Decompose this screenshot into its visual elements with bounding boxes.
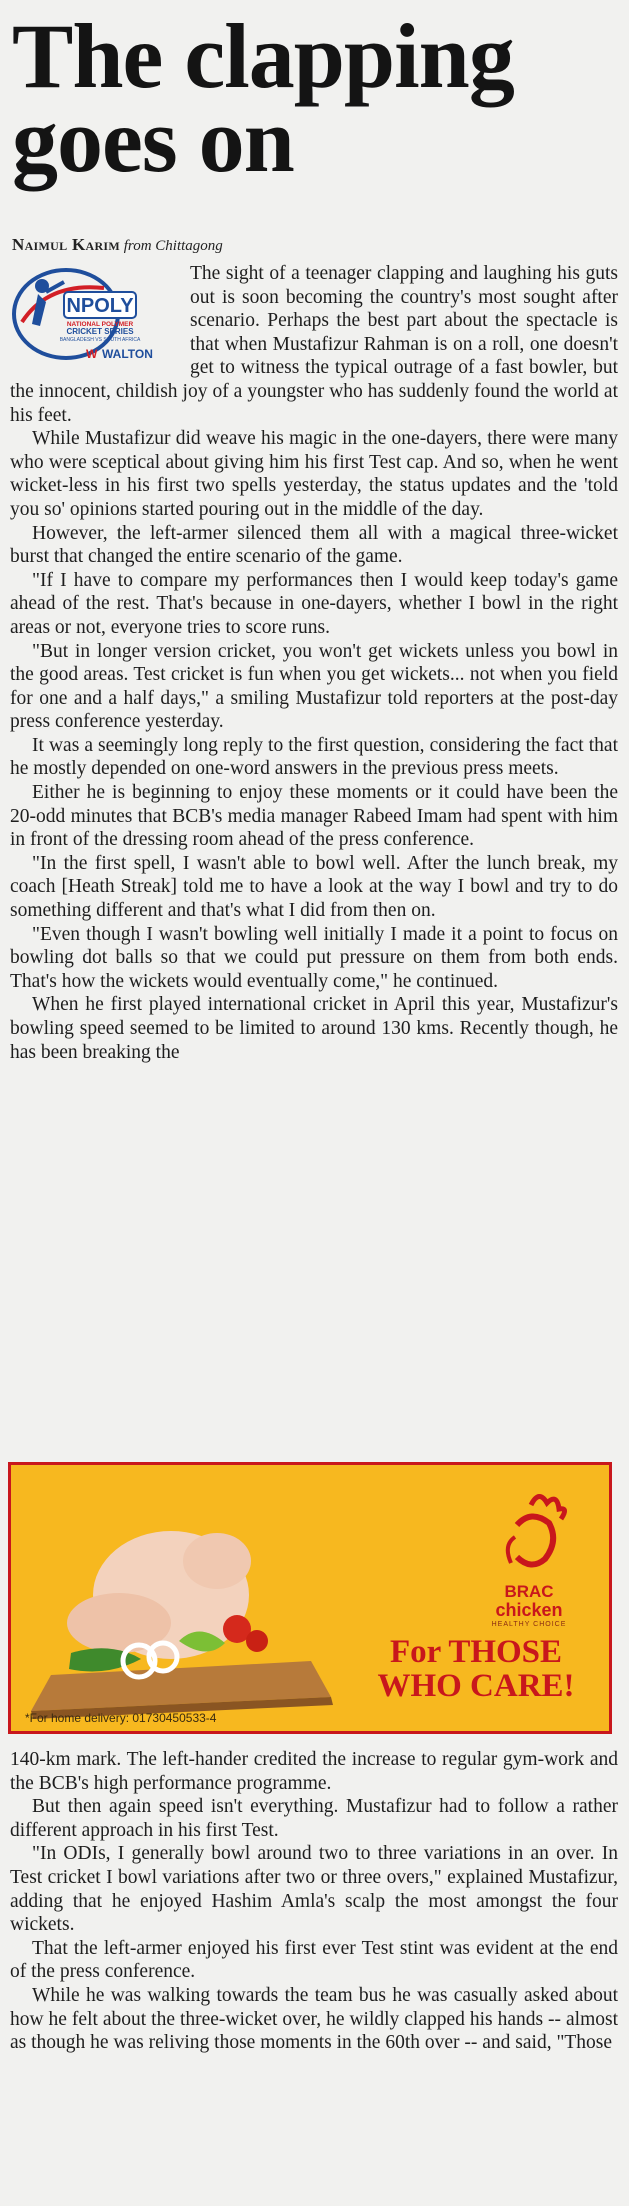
paragraph: But then again speed isn't everything. Mustafizur had to follow a rather different approach in his first Test.	[10, 1796, 618, 1841]
paragraph: However, the left-armer silenced them all with a magical three-wicket burst that changed the entire scenario of the game.	[10, 522, 618, 568]
ad-tagline-line1: For THOSE	[389, 1634, 563, 1670]
rooster-logo-icon	[487, 1485, 577, 1585]
byline-author: Naimul Karim	[12, 235, 121, 254]
paragraph: "In the first spell, I wasn't able to bowl well. After the lunch break, my coach [Heath Streak] told me to have a look at the way I bowl and try to do something different and that's what I did from then on.	[10, 852, 618, 922]
logo-brand: NPOLY	[66, 295, 134, 317]
ad-brand	[469, 1583, 589, 1628]
paragraph: "In ODIs, I generally bowl around two to three variations in an over. In Test cricket I bowl variations after two or three overs," explained Mustafizur, adding that he enjoyed Hashim Amla's scalp the most amongst the four wickets.	[10, 1843, 618, 1936]
paragraph: The sight of a teenager clapping and laughing his guts out is soon becoming the country's most sought after scenario. Perhaps the best part about the spectacle is that when Mustafizur Rahman is on a roll, one doesn't get to witness the typical outrage of a fast bowler, but the innocent, childish joy of a youngster who has suddenly found the world at his feet.	[10, 263, 618, 426]
ad-brand-product: chicken	[495, 1600, 563, 1620]
article-body-top	[10, 262, 618, 1064]
svg-text:W: W	[86, 347, 98, 361]
paragraph: While he was walking towards the team bus he was casually asked about how he felt about the three-wicket over, he wildly clapped his hands -- almost as though he was reliving those moments in the 60th over -- and said, "Those	[10, 1984, 618, 2054]
logo-line1: NATIONAL POLYMER	[66, 321, 134, 328]
ad-brand-slogan: HEALTHY CHOICE	[491, 1621, 567, 1628]
paragraph: "If I have to compare my performances then I would keep today's game ahead of the rest. That's because in one-dayers, whether I bowl in the right areas or not, everyone tries to score runs.	[10, 569, 618, 638]
ad-tagline-line2: WHO CARE!	[377, 1668, 575, 1704]
article-headline: The clapping goes on	[12, 5, 514, 191]
paragraph: "But in longer version cricket, you won't get wickets unless you bowl in the good areas. Test cricket is fun when you get wickets... not when you field for one and a half days," a smiling Mustafizur told reporters at the post-day press conference yesterday.	[10, 640, 618, 733]
article-body-bottom	[10, 1748, 618, 2055]
byline	[12, 235, 617, 255]
ad-brand-name: BRAC	[504, 1582, 554, 1601]
paragraph: That the left-armer enjoyed his first ever Test stint was evident at the end of the press conference.	[10, 1937, 618, 1983]
paragraph: When he first played international cricket in April this year, Mustafizur's bowling speed seemed to be limited to around 130 kms. Recently though, he has been breaking the	[10, 994, 618, 1063]
logo-line2: CRICKET SERIES	[66, 327, 134, 336]
ad-tagline	[351, 1635, 601, 1703]
paragraph: Either he is beginning to enjoy these moments or it could have been the 20-odd minutes that BCB's media manager Rabeed Imam had spent with him in front of the dressing room ahead of the press conference.	[10, 782, 618, 851]
ad-phone: *For home delivery: 01730450533-4	[25, 1711, 217, 1725]
brac-chicken-ad[interactable]	[8, 1462, 612, 1734]
paragraph: While Mustafizur did weave his magic in the one-dayers, there were many who were sceptical about giving him his first Test cap. And so, when he went wicket-less in his first two spells yesterday, the status updates and the 'told you so' opinions started pouring out in the middle of the day.	[10, 428, 618, 520]
paragraph: "Even though I wasn't bowling well initially I made it a point to focus on bowling dot balls so that we could put pressure on them from both ends. That's how the wickets would eventually come," he continued.	[10, 923, 618, 992]
byline-location: from Chittagong	[123, 238, 223, 254]
paragraph: 140-km mark. The left-hander credited the increase to regular gym-work and the BCB's high performance programme.	[10, 1749, 618, 1794]
logo-line3: BANGLADESH VS SOUTH AFRICA	[59, 337, 141, 343]
logo-sponsor: WALTON	[102, 347, 153, 361]
paragraph: It was a seemingly long reply to the first question, considering the fact that he mostly depended on one-word answers in the previous press meets.	[10, 734, 618, 780]
